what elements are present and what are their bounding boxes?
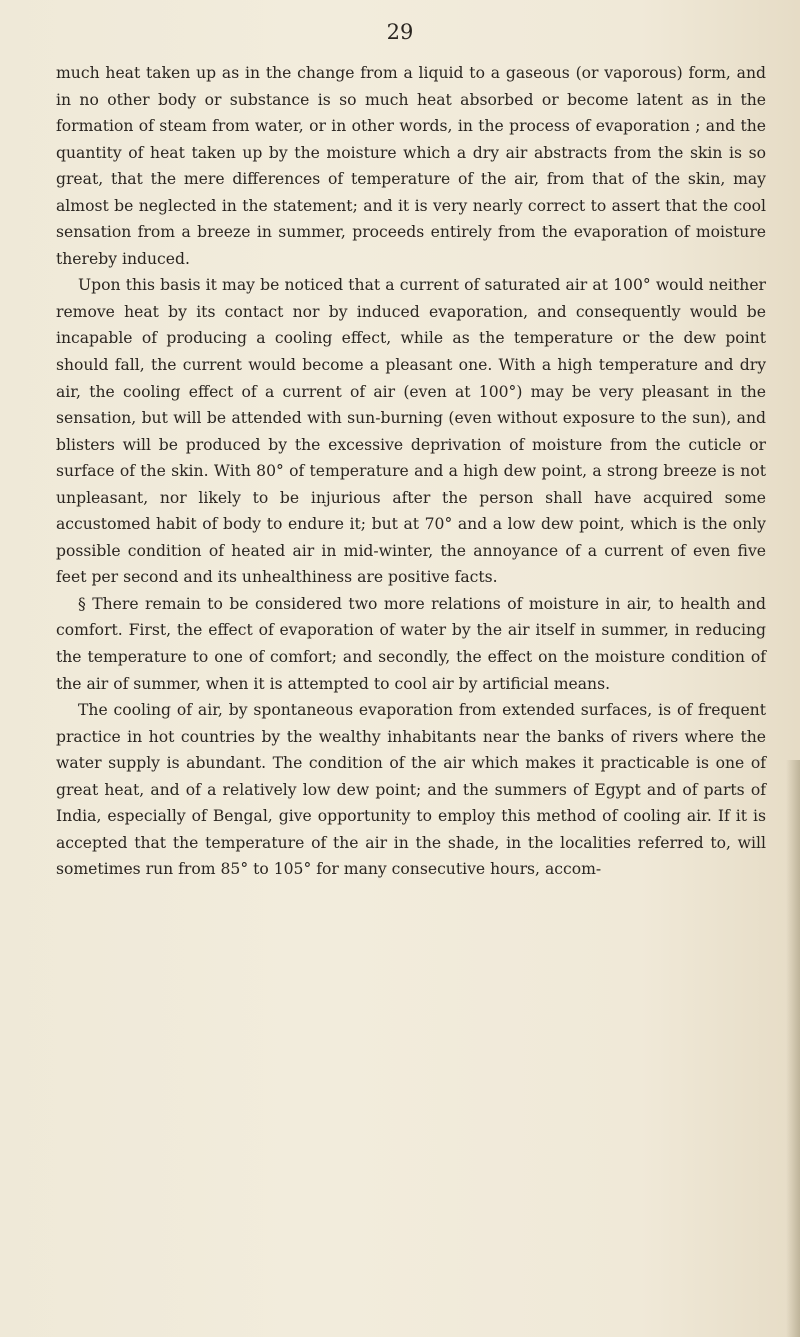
page-edge-shadow (786, 760, 800, 1337)
page-number: 29 (386, 20, 414, 44)
paragraph-4: The cooling of air, by spontaneous evaporation from extended surfaces, is of frequent practice in hot countries by the wealthy inhabitants near the banks of rivers where the water supply is abundant. The condition of the air which makes it practicable is one of great heat, and of a relatively low dew point; and the summers of Egypt and of parts of India, especially of Bengal, give opportunity to employ this method of cooling air. If it is accepted that the temperature of the air in the shade, in the localities referred to, will sometimes run from 85° to 105° for many consecutive hours, accom- (56, 701, 766, 879)
body-text (56, 60, 766, 883)
paragraph-2: Upon this basis it may be noticed that a current of saturated air at 100° would neither remove heat by its contact nor by induced evaporation, and consequently would be incapable of producing a cooling effect, while as the temperature or the dew point should fall, the current would become a pleasant one. With a high temperature and dry air, the cooling effect of a current of air (even at 100°) may be very pleasant in the sensation, but will be attended with sun-burning (even without exposure to the sun), and blisters will be produced by the excessive deprivation of moisture from the cuticle or surface of the skin. With 80° of temperature and a high dew point, a strong breeze is not unpleasant, nor likely to be injurious after the person shall have acquired some accustomed habit of body to endure it; but at 70° and a low dew point, which is the only possible condition of heated air in mid-winter, the annoyance of a current of even five feet per second and its unhealthiness are positive facts. (56, 276, 766, 587)
paragraph-1: much heat taken up as in the change from a liquid to a gaseous (or vaporous) form, and in no other body or substance is so much heat absorbed or become latent as in the formation of steam from water, or in other words, in the process of evaporation ; and the quantity of heat taken up by the moisture which a dry air abstracts from the skin is so great, that the mere differences of temperature of the air, from that of the skin, may almost be neglected in the statement; and it is very nearly correct to assert that the cool sensation from a breeze in summer, proceeds entirely from the evaporation of moisture thereby induced. (56, 64, 766, 268)
paragraph-3: § There remain to be considered two more relations of moisture in air, to health and comfort. First, the effect of evaporation of water by the air itself in summer, in reducing the temperature to one of comfort; and secondly, the effect on the moisture condition of the air of summer, when it is attempted to cool air by artificial means. (56, 594, 766, 693)
